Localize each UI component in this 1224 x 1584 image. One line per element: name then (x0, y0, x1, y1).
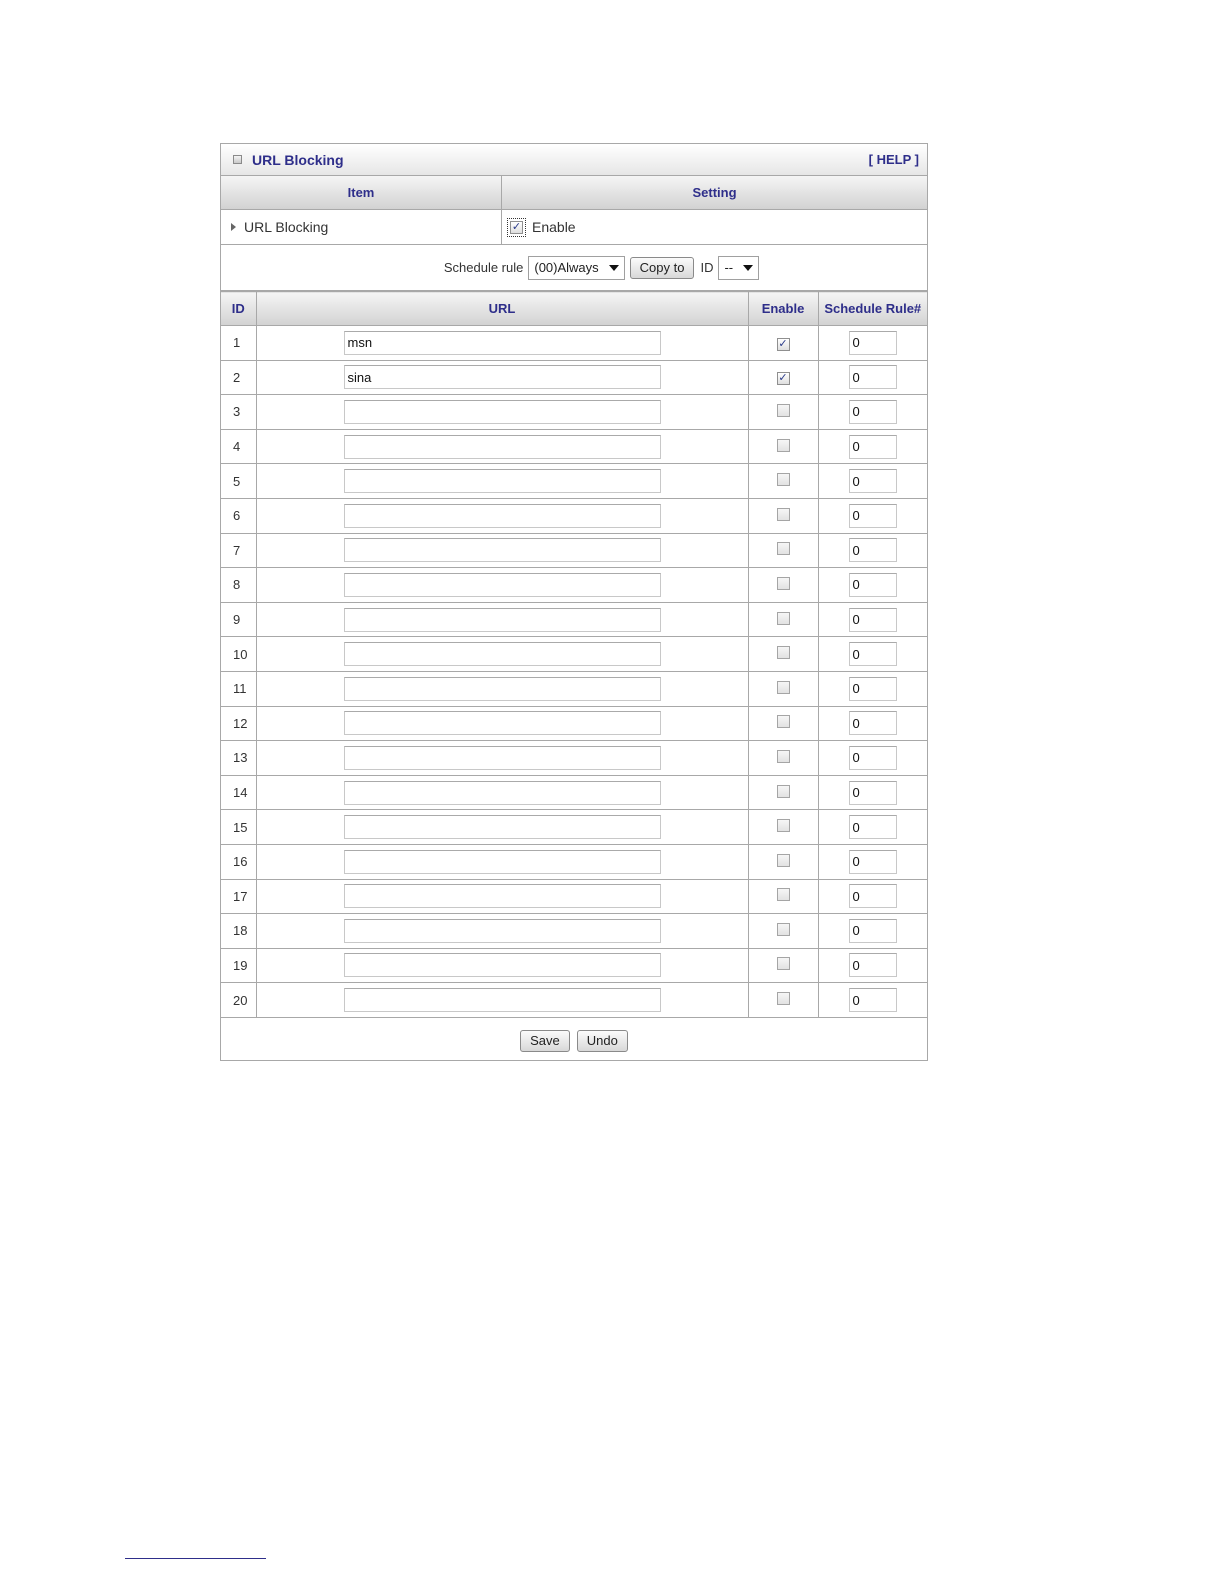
url-cell (256, 741, 748, 776)
id-column-header: ID (221, 292, 256, 326)
table-row (221, 568, 927, 603)
row-enable-checkbox[interactable] (777, 923, 790, 936)
save-button[interactable]: Save (520, 1030, 570, 1052)
url-blocking-item (221, 210, 502, 244)
row-enable-checkbox[interactable] (777, 888, 790, 901)
rule-cell (818, 914, 927, 949)
panel-icon (233, 155, 242, 164)
schedule-rule-input[interactable]: 0 (849, 711, 897, 735)
url-cell (256, 844, 748, 879)
url-input[interactable] (344, 504, 661, 528)
table-row (221, 810, 927, 845)
url-input[interactable]: msn (344, 331, 661, 355)
url-blocking-setting (502, 210, 927, 244)
rule-cell (818, 360, 927, 395)
schedule-rule-input[interactable]: 0 (849, 781, 897, 805)
table-row (221, 464, 927, 499)
rule-cell (818, 671, 927, 706)
rule-cell (818, 810, 927, 845)
row-enable-checkbox[interactable] (777, 577, 790, 590)
schedule-rule-input[interactable]: 0 (849, 469, 897, 493)
schedule-rule-input[interactable]: 0 (849, 919, 897, 943)
schedule-rule-input[interactable]: 0 (849, 953, 897, 977)
url-cell (256, 498, 748, 533)
url-cell (256, 326, 748, 361)
row-enable-checkbox[interactable] (777, 715, 790, 728)
table-row (221, 533, 927, 568)
schedule-rule-input[interactable]: 0 (849, 504, 897, 528)
url-input[interactable] (344, 988, 661, 1012)
schedule-rule-column-header: Schedule Rule# (818, 292, 927, 326)
table-row (221, 914, 927, 949)
enable-cell (748, 464, 818, 499)
url-table (221, 291, 927, 1018)
url-input[interactable] (344, 435, 661, 459)
row-id: 12 (221, 706, 256, 741)
url-input[interactable] (344, 884, 661, 908)
table-header-row (221, 292, 927, 326)
row-enable-checkbox[interactable] (777, 473, 790, 486)
enable-cell (748, 671, 818, 706)
setting-column-header: Setting (502, 176, 927, 209)
url-blocking-panel (220, 143, 928, 1061)
row-enable-checkbox[interactable] (777, 957, 790, 970)
rule-cell (818, 948, 927, 983)
dropdown-arrow-icon (743, 265, 753, 271)
table-row (221, 775, 927, 810)
schedule-rule-label: Schedule rule (443, 260, 524, 275)
url-blocking-label: URL Blocking (244, 219, 329, 235)
row-enable-checkbox[interactable] (777, 785, 790, 798)
table-row (221, 602, 927, 637)
table-row (221, 395, 927, 430)
rule-cell (818, 983, 927, 1018)
url-input[interactable] (344, 815, 661, 839)
table-row (221, 637, 927, 672)
row-id: 8 (221, 568, 256, 603)
row-id: 9 (221, 602, 256, 637)
url-blocking-row (221, 210, 927, 245)
bullet-arrow-icon (231, 223, 236, 231)
schedule-rule-input[interactable]: 0 (849, 884, 897, 908)
url-column-header: URL (256, 292, 748, 326)
schedule-rule-select[interactable] (528, 256, 624, 280)
enable-cell (748, 637, 818, 672)
url-cell (256, 395, 748, 430)
table-row (221, 498, 927, 533)
enable-cell (748, 429, 818, 464)
row-id: 1 (221, 326, 256, 361)
url-input[interactable] (344, 538, 661, 562)
row-enable-checkbox[interactable]: ✓ (778, 372, 788, 385)
schedule-rule-input[interactable]: 0 (849, 815, 897, 839)
table-row (221, 671, 927, 706)
rule-cell (818, 775, 927, 810)
enable-cell (748, 879, 818, 914)
item-column-header: Item (221, 176, 502, 209)
enable-cell (748, 360, 818, 395)
schedule-rule-input[interactable]: 0 (849, 642, 897, 666)
row-id: 5 (221, 464, 256, 499)
enable-cell (748, 844, 818, 879)
row-id: 13 (221, 741, 256, 776)
row-enable-checkbox[interactable] (777, 404, 790, 417)
url-cell (256, 637, 748, 672)
url-input[interactable] (344, 953, 661, 977)
url-input[interactable] (344, 573, 661, 597)
id-select-value: -- (724, 260, 734, 275)
item-setting-header (221, 176, 927, 210)
footnote-link-underline (125, 1558, 266, 1559)
enable-cell (748, 775, 818, 810)
enable-cell (748, 395, 818, 430)
rule-cell (818, 533, 927, 568)
url-input[interactable] (344, 919, 661, 943)
row-enable-checkbox[interactable] (777, 542, 790, 555)
table-row (221, 706, 927, 741)
enable-cell (748, 741, 818, 776)
enable-cell (748, 568, 818, 603)
table-row (221, 429, 927, 464)
rule-cell (818, 602, 927, 637)
row-enable-checkbox[interactable]: ✓ (778, 337, 788, 350)
row-id: 3 (221, 395, 256, 430)
help-link[interactable]: [ HELP ] (868, 152, 919, 167)
enable-cell (748, 948, 818, 983)
url-cell (256, 464, 748, 499)
row-id: 18 (221, 914, 256, 949)
url-cell (256, 983, 748, 1018)
schedule-rule-input[interactable]: 0 (849, 538, 897, 562)
row-id: 4 (221, 429, 256, 464)
url-input[interactable] (344, 642, 661, 666)
url-cell (256, 671, 748, 706)
row-enable-checkbox[interactable] (777, 819, 790, 832)
row-id: 17 (221, 879, 256, 914)
url-input[interactable]: sina (344, 365, 661, 389)
id-select[interactable] (718, 256, 759, 280)
form-footer (221, 1018, 927, 1064)
row-enable-checkbox[interactable] (777, 508, 790, 521)
url-cell (256, 568, 748, 603)
url-cell (256, 775, 748, 810)
copy-to-button[interactable]: Copy to (630, 257, 695, 279)
table-row (221, 879, 927, 914)
schedule-rule-input[interactable]: 0 (849, 677, 897, 701)
row-id: 14 (221, 775, 256, 810)
url-cell (256, 533, 748, 568)
panel-title: URL Blocking (252, 151, 344, 168)
enable-cell (748, 326, 818, 361)
url-input[interactable] (344, 781, 661, 805)
url-input[interactable] (344, 746, 661, 770)
row-id: 16 (221, 844, 256, 879)
table-row (221, 360, 927, 395)
rule-cell (818, 706, 927, 741)
rule-cell (818, 429, 927, 464)
row-enable-checkbox[interactable] (777, 439, 790, 452)
row-id: 19 (221, 948, 256, 983)
row-id: 15 (221, 810, 256, 845)
schedule-rule-input[interactable]: 0 (849, 331, 897, 355)
url-input[interactable] (344, 677, 661, 701)
row-id: 2 (221, 360, 256, 395)
url-input[interactable] (344, 400, 661, 424)
rule-cell (818, 879, 927, 914)
row-id: 10 (221, 637, 256, 672)
enable-column-header: Enable (748, 292, 818, 326)
url-blocking-enable-checkbox[interactable]: ✓ (511, 220, 522, 233)
row-enable-checkbox[interactable] (777, 646, 790, 659)
url-cell (256, 429, 748, 464)
rule-cell (818, 741, 927, 776)
url-cell (256, 602, 748, 637)
url-input[interactable] (344, 850, 661, 874)
rule-cell (818, 568, 927, 603)
enable-cell (748, 983, 818, 1018)
row-id: 7 (221, 533, 256, 568)
row-id: 11 (221, 671, 256, 706)
enable-cell (748, 498, 818, 533)
schedule-rule-row (221, 245, 927, 291)
schedule-rule-input[interactable]: 0 (849, 435, 897, 459)
schedule-rule-input[interactable]: 0 (849, 746, 897, 770)
schedule-rule-input[interactable]: 0 (849, 573, 897, 597)
rule-cell (818, 498, 927, 533)
rule-cell (818, 637, 927, 672)
table-row (221, 326, 927, 361)
rule-cell (818, 464, 927, 499)
rule-cell (818, 326, 927, 361)
schedule-rule-value: (00)Always (534, 260, 599, 275)
id-label: ID (700, 260, 714, 275)
url-cell (256, 879, 748, 914)
dropdown-arrow-icon (609, 265, 619, 271)
row-id: 6 (221, 498, 256, 533)
table-row (221, 741, 927, 776)
schedule-rule-input[interactable]: 0 (849, 850, 897, 874)
rule-cell (818, 844, 927, 879)
table-row (221, 844, 927, 879)
url-blocking-enable-label: Enable (532, 219, 576, 235)
url-cell (256, 948, 748, 983)
row-enable-checkbox[interactable] (777, 681, 790, 694)
url-input[interactable] (344, 608, 661, 632)
schedule-rule-input[interactable]: 0 (849, 608, 897, 632)
schedule-rule-input[interactable]: 0 (849, 400, 897, 424)
url-input[interactable] (344, 711, 661, 735)
url-input[interactable] (344, 469, 661, 493)
enable-cell (748, 914, 818, 949)
enable-cell (748, 810, 818, 845)
rule-cell (818, 395, 927, 430)
url-cell (256, 810, 748, 845)
panel-title-bar (221, 144, 927, 176)
url-cell (256, 360, 748, 395)
schedule-rule-input[interactable]: 0 (849, 988, 897, 1012)
url-cell (256, 914, 748, 949)
url-cell (256, 706, 748, 741)
enable-cell (748, 602, 818, 637)
row-enable-checkbox[interactable] (777, 750, 790, 763)
enable-cell (748, 533, 818, 568)
row-id: 20 (221, 983, 256, 1018)
table-row (221, 948, 927, 983)
table-row (221, 983, 927, 1018)
row-enable-checkbox[interactable] (777, 612, 790, 625)
enable-cell (748, 706, 818, 741)
row-enable-checkbox[interactable] (777, 992, 790, 1005)
row-enable-checkbox[interactable] (777, 854, 790, 867)
schedule-rule-input[interactable]: 0 (849, 365, 897, 389)
undo-button[interactable]: Undo (577, 1030, 628, 1052)
